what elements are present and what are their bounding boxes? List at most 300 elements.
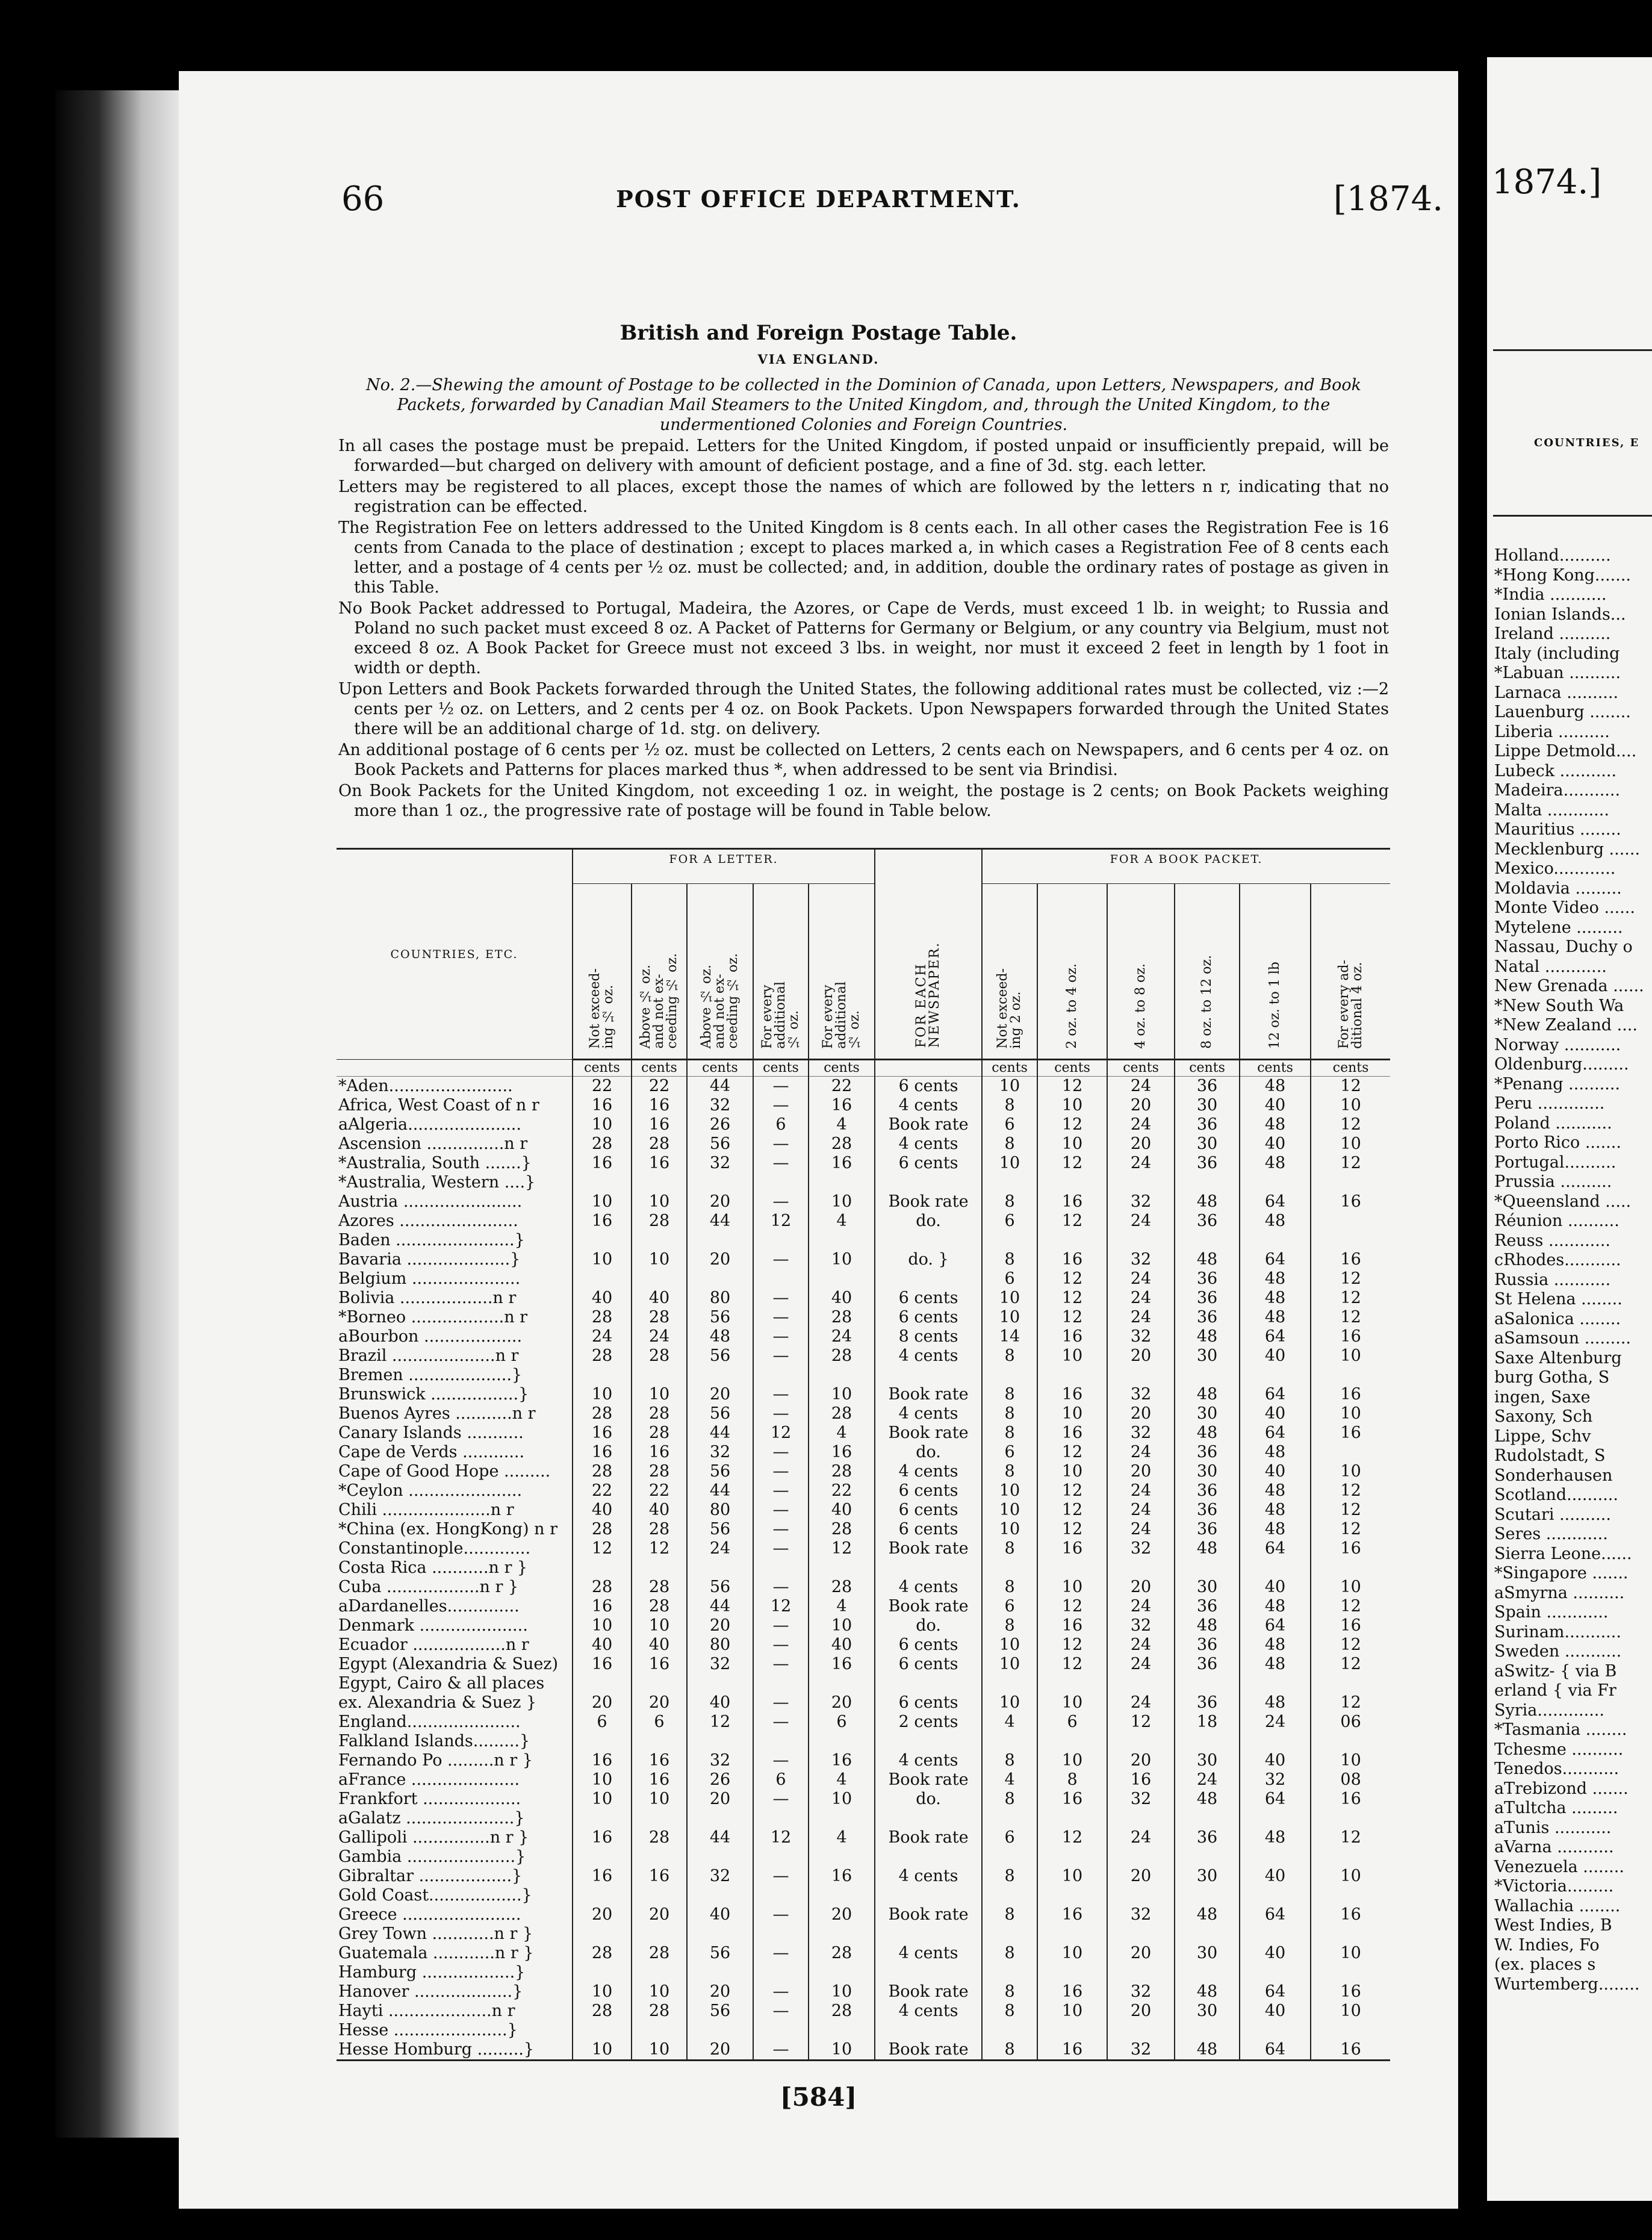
table-row [337,1308,1390,1327]
rate-cell: 12 [1037,1154,1107,1173]
rate-cell: 12 [1037,1520,1107,1539]
country-name: Azores ....................... [338,1212,518,1230]
rate-cell: 32 [1107,1250,1175,1269]
right-page-country: Norway ........... [1494,1035,1621,1054]
rate-cell [573,1366,632,1385]
rate-cell [687,1963,753,1982]
rate-cell [1107,1847,1175,1867]
country-name: Austria ....................... [338,1192,523,1211]
right-page-country: aTrebizond ....... [1494,1779,1629,1798]
table-row [337,1481,1390,1501]
country-name: *Aden........................ [338,1077,513,1095]
table-row [337,1693,1390,1713]
rate-cell: 32 [687,1867,753,1886]
rate-cell: 48 [1240,1443,1311,1462]
rate-cell: 4 [809,1212,875,1231]
column-header: Not exceed- ing ½ oz. [573,884,632,1060]
rate-cell: 20 [809,1905,875,1924]
right-page-country: Mexico............ [1494,859,1616,878]
country-name: Fernando Po .........n r } [338,1751,533,1770]
rate-cell: 64 [1240,1905,1311,1924]
rate-cell: 64 [1240,1616,1311,1635]
rate-cell [1107,1173,1175,1192]
table-row [337,1327,1390,1346]
rate-cell: 10 [573,1616,632,1635]
rate-cell: 16 [573,1867,632,1886]
country-name: Ascension ...............n r [338,1134,528,1153]
country-name: Denmark ..................... [338,1616,528,1635]
rate-cell: 26 [687,1770,753,1790]
rate-cell: — [753,1501,809,1520]
rate-cell [687,1173,753,1192]
unit-cell: cents [753,1060,809,1077]
rate-cell [573,1809,632,1828]
right-page-country: Lubeck ........... [1494,761,1617,780]
rate-cell: 8 [982,1867,1037,1886]
rate-cell: 56 [687,1520,753,1539]
rate-cell [632,1674,687,1693]
running-header [179,179,1458,219]
rate-cell: 28 [809,1520,875,1539]
rate-cell: — [753,1982,809,2002]
rate-cell: 44 [687,1481,753,1501]
rate-cell: — [753,1751,809,1770]
rate-cell: 10 [1037,1578,1107,1597]
rate-cell: 56 [687,1308,753,1327]
rate-cell: 64 [1240,1790,1311,1809]
country-name: Baden .......................} [338,1231,525,1249]
rate-cell [687,2021,753,2040]
rate-cell [1037,1558,1107,1578]
rate-cell: 48 [1175,1385,1240,1404]
rate-cell: 20 [573,1693,632,1713]
country-name: Hayti ....................n r [338,2002,515,2020]
rate-cell: 8 [982,1539,1037,1558]
table-row [337,1520,1390,1539]
rate-cell: 12 [1107,1713,1175,1732]
rate-cell: 56 [687,1134,753,1154]
rate-cell [687,1924,753,1944]
rate-cell: 26 [687,1115,753,1134]
rate-cell [687,1847,753,1867]
right-page-country: Mecklenburg ...... [1494,839,1641,859]
right-page-country: Tenedos........... [1494,1759,1619,1778]
rate-cell: 10 [573,1982,632,2002]
rate-cell [1240,1963,1311,1982]
rate-cell: 12 [573,1539,632,1558]
rate-cell: 10 [1037,1693,1107,1713]
rate-cell [1311,1809,1390,1828]
rate-cell: 12 [687,1713,753,1732]
table-row [337,2021,1390,2040]
country-name: Brunswick .................} [338,1385,529,1404]
rate-cell [687,1269,753,1289]
table-row [337,1905,1390,1924]
rate-cell [687,1558,753,1578]
rate-cell: 6 [573,1713,632,1732]
rate-cell: 16 [1037,1327,1107,1346]
right-page-country: *New South Wa [1494,996,1624,1015]
rate-cell: 44 [687,1077,753,1097]
rate-cell [687,1886,753,1905]
rate-cell: 48 [1240,1077,1311,1097]
table-row [337,1501,1390,1520]
rate-cell: 16 [1311,1905,1390,1924]
rate-cell: 48 [1240,1597,1311,1616]
table-row [337,1539,1390,1558]
rate-cell [1037,1809,1107,1828]
right-page-country: New Grenada ...... [1494,977,1644,995]
rate-cell: 16 [573,1828,632,1847]
table-row [337,1751,1390,1770]
unit-cell: cents [687,1060,753,1077]
rate-cell: 10 [632,1790,687,1809]
rate-cell: 12 [1037,1481,1107,1501]
rate-cell: 40 [687,1905,753,1924]
rate-cell [809,1732,875,1751]
rate-cell: 4 cents [875,1134,982,1154]
table-row [337,1713,1390,1732]
rate-cell: 40 [1240,1462,1311,1481]
rate-cell [573,2021,632,2040]
rate-cell: 48 [1175,2040,1240,2061]
header-year: [1874. [1333,179,1443,219]
rate-cell: 40 [687,1693,753,1713]
right-page-country: Poland ........... [1494,1113,1612,1133]
rate-cell: 28 [632,1520,687,1539]
rate-cell: 6 [982,1212,1037,1231]
rate-cell: 24 [1107,1655,1175,1674]
right-page-country: Natal ............ [1494,957,1607,976]
postage-table [337,848,1390,2061]
rate-cell: 16 [1311,2040,1390,2061]
rate-cell: 10 [632,1616,687,1635]
rate-cell: 36 [1175,1212,1240,1231]
rate-cell: 4 cents [875,1751,982,1770]
right-page-country: Wurtemberg........ [1494,1974,1640,1994]
note-brindisi: An additional postage of 6 cents per ½ oz. must be collected on Letters, 2 cents each on Newspapers, and 6 cents per 4 oz. on Book Packets and Patterns for places marked thus *, when addressed to be sent via Brindisi. [338,741,1389,779]
rate-cell: 64 [1240,1192,1311,1212]
rate-cell: — [753,1077,809,1097]
rate-cell: 36 [1175,1655,1240,1674]
rate-cell: 44 [687,1423,753,1443]
note-registration: Letters may be registered to all places, except those the names of which are followed by the letters n r, indicating that no registration can be effected. [338,478,1389,516]
table-row [337,1134,1390,1154]
rate-cell: 80 [687,1289,753,1308]
rate-cell: 40 [632,1289,687,1308]
table-row [337,1077,1390,1097]
table-row [337,2040,1390,2061]
rate-cell: 12 [1311,1597,1390,1616]
rate-cell [573,1231,632,1250]
rate-cell: 10 [1311,2002,1390,2021]
right-page-country: Saxe Altenburg [1494,1348,1622,1367]
rate-cell [1037,1231,1107,1250]
rate-cell [875,1924,982,1944]
rate-cell [1311,2021,1390,2040]
rate-cell [982,1674,1037,1693]
rate-cell: 48 [1240,1693,1311,1713]
rate-cell: 40 [1240,1867,1311,1886]
rate-cell: 16 [1037,1539,1107,1558]
rate-cell: 24 [1107,1077,1175,1097]
rate-cell [982,1173,1037,1192]
column-header: Not exceed- ing 2 oz. [982,884,1037,1060]
rate-cell: 48 [1175,1192,1240,1212]
rate-cell: 24 [1107,1269,1175,1289]
rate-cell: 16 [1037,1905,1107,1924]
rate-cell: 28 [632,1134,687,1154]
rate-cell: 40 [1240,1096,1311,1115]
rate-cell: 36 [1175,1597,1240,1616]
country-name: Egypt (Alexandria & Suez) [338,1655,559,1673]
right-page-country: West Indies, B [1494,1916,1612,1935]
rate-cell [1107,1924,1175,1944]
rate-cell: 24 [1107,1154,1175,1173]
right-page-country: *Hong Kong....... [1494,565,1632,585]
table-row [337,1269,1390,1289]
right-page-country: Réunion .......... [1494,1212,1619,1230]
rate-cell [1037,1847,1107,1867]
rate-cell: Book rate [875,1982,982,2002]
rate-cell: 12 [1037,1115,1107,1134]
rate-cell: 10 [632,1250,687,1269]
rate-cell: 10 [1311,1944,1390,1963]
right-page-country: Oldenburg......... [1494,1055,1629,1074]
rate-cell [632,1924,687,1944]
right-page-country: Seres ............ [1494,1525,1608,1543]
rate-cell: 10 [809,1790,875,1809]
rate-cell [982,1809,1037,1828]
rate-cell [1175,1173,1240,1192]
countries-column-header: COUNTRIES, ETC. [337,849,573,1060]
rate-cell: 40 [1240,1578,1311,1597]
rate-cell: 30 [1175,1578,1240,1597]
rate-cell: 16 [632,1443,687,1462]
rate-cell: 36 [1175,1520,1240,1539]
rate-cell: — [753,1578,809,1597]
country-name: Ecuador ..................n r [338,1635,529,1654]
rate-cell [1175,1924,1240,1944]
right-page [1487,57,1652,2201]
units-row [337,1060,1390,1077]
table-row [337,1192,1390,1212]
country-name: aGalatz .....................} [338,1809,525,1828]
rate-cell [982,1847,1037,1867]
rate-cell: 6 [982,1443,1037,1462]
table-row [337,1635,1390,1655]
rate-cell: 10 [1037,1751,1107,1770]
rate-cell [1107,2021,1175,2040]
rate-cell: 12 [753,1597,809,1616]
table-row [337,1655,1390,1674]
unit-cell: cents [1037,1060,1107,1077]
rate-cell: 6 [632,1713,687,1732]
right-page-country: Scotland.......... [1494,1486,1618,1504]
right-page-country: Porto Rico ....... [1494,1133,1621,1152]
country-name: Canary Islands ........... [338,1423,524,1442]
unit-cell: cents [1240,1060,1311,1077]
right-page-countries-header: COUNTRIES, E [1534,437,1640,449]
rate-cell [573,1847,632,1867]
rate-cell: 10 [982,1289,1037,1308]
rate-cell: 8 [982,1346,1037,1366]
rate-cell: 28 [809,2002,875,2021]
rate-cell: 48 [1175,1423,1240,1443]
right-page-country: erland { via Fr [1494,1681,1616,1700]
right-page-country: Italy (including [1494,644,1620,663]
table-row [337,1597,1390,1616]
rate-cell [809,1847,875,1867]
rate-cell [1175,1847,1240,1867]
rate-cell: 32 [1107,1423,1175,1443]
rate-cell: 8 [982,1905,1037,1924]
country-name: Falkland Islands.........} [338,1732,530,1750]
rate-cell: 40 [1240,1751,1311,1770]
rate-cell [1175,1231,1240,1250]
rate-cell [982,1732,1037,1751]
table-body [337,1060,1390,2061]
rate-cell [573,1732,632,1751]
rate-cell: 48 [1240,1828,1311,1847]
rate-cell: 28 [632,1308,687,1327]
rate-cell: 10 [1311,1462,1390,1481]
rate-cell [1107,1732,1175,1751]
letter-group-header: FOR A LETTER. [573,849,875,884]
rate-cell [753,1558,809,1578]
rate-cell [573,1886,632,1905]
divider [1493,515,1652,517]
right-page-country: aSalonica ........ [1494,1309,1621,1328]
rate-cell [753,1847,809,1867]
right-page-country: Lippe Detmold.... [1494,742,1637,761]
rate-cell: — [753,1346,809,1366]
rate-cell: 16 [1311,1790,1390,1809]
rate-cell: 48 [1240,1115,1311,1134]
rate-cell: 6 [982,1269,1037,1289]
rate-cell [809,1558,875,1578]
table-row [337,1423,1390,1443]
rate-cell: 6 [982,1597,1037,1616]
rate-cell: 10 [1311,1751,1390,1770]
rate-cell: 40 [809,1501,875,1520]
rate-cell [632,1963,687,1982]
country-name: Costa Rica ...........n r } [338,1558,528,1577]
table-row [337,1828,1390,1847]
rate-cell [753,2021,809,2040]
rate-cell [573,1173,632,1192]
rate-cell: 44 [687,1828,753,1847]
rate-cell: 36 [1175,1289,1240,1308]
rate-cell: 64 [1240,2040,1311,2061]
rate-cell: 48 [1240,1520,1311,1539]
rate-cell: 16 [573,1655,632,1674]
rate-cell: 10 [809,1616,875,1635]
rate-cell: 12 [753,1423,809,1443]
rate-cell: 12 [1037,1828,1107,1847]
rate-cell [632,1558,687,1578]
rate-cell [632,1269,687,1289]
unit-cell [875,1060,982,1077]
rate-cell: 28 [809,1346,875,1366]
rate-cell: — [753,1404,809,1423]
rate-cell: 16 [632,1655,687,1674]
rate-cell: 24 [1107,1481,1175,1501]
rate-cell [1107,1558,1175,1578]
rate-cell: 24 [1107,1501,1175,1520]
rate-cell: 48 [1240,1154,1311,1173]
rate-cell: 28 [573,1944,632,1963]
rate-cell [1240,1231,1311,1250]
rate-cell [1240,1924,1311,1944]
rate-cell: — [753,1539,809,1558]
rate-cell: 10 [809,1385,875,1404]
right-page-country: Spain ............ [1494,1603,1609,1622]
rate-cell: 48 [1240,1289,1311,1308]
rate-cell: 8 [982,1578,1037,1597]
rate-cell: 20 [1107,1944,1175,1963]
rate-cell: 56 [687,1346,753,1366]
rate-cell [632,1886,687,1905]
rate-cell: 20 [1107,1134,1175,1154]
right-page-country: Saxony, Sch [1494,1407,1593,1426]
rate-cell: 20 [1107,1867,1175,1886]
rate-cell: 10 [573,1790,632,1809]
rate-cell: 6 cents [875,1308,982,1327]
rate-cell: 12 [1311,1269,1390,1289]
rate-cell: 28 [809,1134,875,1154]
right-page-country: *Penang .......... [1494,1074,1620,1094]
rate-cell: — [753,1867,809,1886]
rate-cell: 6 cents [875,1077,982,1097]
table-row [337,1385,1390,1404]
rate-cell [1175,1674,1240,1693]
rate-cell [809,1924,875,1944]
rate-cell: 6 [753,1115,809,1134]
rate-cell: 80 [687,1501,753,1520]
rate-cell [753,1963,809,1982]
rate-cell: 16 [573,1212,632,1231]
column-header: 12 oz. to 1 lb [1240,884,1311,1060]
rate-cell: 12 [1311,1308,1390,1327]
country-name: Brazil ....................n r [338,1346,519,1365]
rate-cell: 28 [573,1462,632,1481]
rate-cell: 24 [1240,1713,1311,1732]
rate-cell [632,1231,687,1250]
table-row [337,1886,1390,1905]
country-name: Hamburg ..................} [338,1963,526,1982]
rate-cell: 40 [1240,1944,1311,1963]
rate-cell [1311,1443,1390,1462]
rate-cell: 8 [982,2040,1037,2061]
table-row [337,1674,1390,1693]
rate-cell [1107,1674,1175,1693]
rate-cell: — [753,1462,809,1481]
rate-cell [573,1924,632,1944]
rate-cell: 20 [687,2040,753,2061]
rate-cell: 10 [809,2040,875,2061]
rate-cell: 10 [573,1115,632,1134]
rate-cell: 4 [809,1828,875,1847]
column-header: 4 oz. to 8 oz. [1107,884,1175,1060]
rate-cell: — [753,1134,809,1154]
rate-cell: 10 [1037,1096,1107,1115]
rate-cell: 28 [632,1423,687,1443]
intro-note: No. 2.—Shewing the amount of Postage to be collected in the Dominion of Canada, upon Letters, Newspapers, and Book Packets, forwarded by Canadian Mail Steamers to the United Kingdom, and, through the United Kingdom, to the undermentioned Colonies and Foreign Countries. [366,376,1361,434]
rate-cell: 22 [632,1481,687,1501]
rate-cell: 30 [1175,1096,1240,1115]
country-name: aBourbon ................... [338,1327,523,1346]
